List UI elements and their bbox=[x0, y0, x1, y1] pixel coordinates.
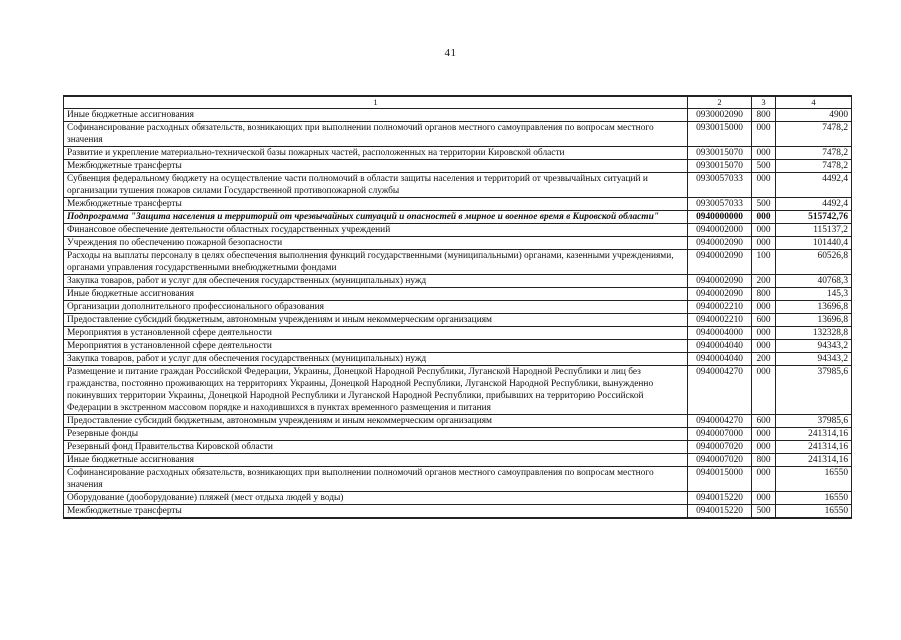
expense-type-cell: 800 bbox=[752, 288, 776, 301]
expense-type-cell: 000 bbox=[752, 441, 776, 454]
amount-cell: 94343,2 bbox=[776, 340, 852, 353]
row-name-cell: Размещение и питание граждан Российской Федерации, Украины, Донецкой Народной Республики, Луганской Народной Республики и лиц без гражданства, постоянно проживающих на территориях Украины, Донецкой Народной Республики, Луганской Народной Республики, вынужденно покинувших территории Украины, Донецкой Народной Республики и Луганской Народной Республики, прибывших на территорию Российской Федерации в экстренном массовом порядке и находившихся в пунктах временного размещения и питания bbox=[64, 366, 688, 415]
expense-type-cell: 200 bbox=[752, 275, 776, 288]
table-row bbox=[64, 301, 852, 314]
target-code-cell: 0940015220 bbox=[688, 492, 752, 505]
target-code-cell: 0940007000 bbox=[688, 428, 752, 441]
row-name-cell: Организации дополнительного профессионального образования bbox=[64, 301, 688, 314]
target-code-cell: 0930002090 bbox=[688, 109, 752, 122]
amount-cell: 145,3 bbox=[776, 288, 852, 301]
target-code-cell: 0930015000 bbox=[688, 122, 752, 147]
expense-type-cell: 000 bbox=[752, 237, 776, 250]
expense-type-cell: 800 bbox=[752, 454, 776, 467]
row-name-cell: Межбюджетные трансферты bbox=[64, 505, 688, 519]
row-name-cell: Межбюджетные трансферты bbox=[64, 160, 688, 173]
target-code-cell: 0940004040 bbox=[688, 353, 752, 366]
expense-type-cell: 500 bbox=[752, 505, 776, 519]
column-header-3: 3 bbox=[752, 96, 776, 109]
expense-type-cell: 000 bbox=[752, 147, 776, 160]
expense-type-cell: 000 bbox=[752, 224, 776, 237]
amount-cell: 515742,76 bbox=[776, 211, 852, 224]
row-name-cell: Иные бюджетные ассигнования bbox=[64, 288, 688, 301]
amount-cell: 40768,3 bbox=[776, 275, 852, 288]
expense-type-cell: 000 bbox=[752, 428, 776, 441]
table-row bbox=[64, 109, 852, 122]
target-code-cell: 0940002210 bbox=[688, 301, 752, 314]
target-code-cell: 0940002090 bbox=[688, 288, 752, 301]
target-code-cell: 0940002090 bbox=[688, 237, 752, 250]
amount-cell: 94343,2 bbox=[776, 353, 852, 366]
amount-cell: 37985,6 bbox=[776, 415, 852, 428]
row-name-cell: Резервные фонды bbox=[64, 428, 688, 441]
amount-cell: 241314,16 bbox=[776, 454, 852, 467]
budget-table bbox=[63, 95, 852, 519]
row-name-cell: Оборудование (дооборудование) пляжей (мест отдыха людей у воды) bbox=[64, 492, 688, 505]
row-name-cell: Финансовое обеспечение деятельности областных государственных учреждений bbox=[64, 224, 688, 237]
target-code-cell: 0930057033 bbox=[688, 198, 752, 211]
expense-type-cell: 000 bbox=[752, 301, 776, 314]
expense-type-cell: 000 bbox=[752, 467, 776, 492]
row-name-cell: Софинансирование расходных обязательств, возникающих при выполнении полномочий органов местного самоуправления по вопросам местного значения bbox=[64, 467, 688, 492]
table-row bbox=[64, 250, 852, 275]
target-code-cell: 0940002090 bbox=[688, 250, 752, 275]
row-name-cell: Софинансирование расходных обязательств, возникающих при выполнении полномочий органов местного самоуправления по вопросам местного значения bbox=[64, 122, 688, 147]
table-row bbox=[64, 275, 852, 288]
expense-type-cell: 000 bbox=[752, 211, 776, 224]
target-code-cell: 0930015070 bbox=[688, 147, 752, 160]
amount-cell: 37985,6 bbox=[776, 366, 852, 415]
row-name-cell: Подпрограмма "Защита населения и территорий от чрезвычайных ситуаций и опасностей в мирное и военное время в Кировской области" bbox=[64, 211, 688, 224]
expense-type-cell: 800 bbox=[752, 109, 776, 122]
target-code-cell: 0940004040 bbox=[688, 340, 752, 353]
target-code-cell: 0940002000 bbox=[688, 224, 752, 237]
table-row bbox=[64, 467, 852, 492]
row-name-cell: Расходы на выплаты персоналу в целях обеспечения выполнения функций государственными (муниципальными) органами, казенными учреждениями, органами управления государственными внебюджетными фондами bbox=[64, 250, 688, 275]
expense-type-cell: 000 bbox=[752, 122, 776, 147]
table-row bbox=[64, 288, 852, 301]
amount-cell: 132328,8 bbox=[776, 327, 852, 340]
row-name-cell: Развитие и укрепление материально-технической базы пожарных частей, расположенных на территории Кировской области bbox=[64, 147, 688, 160]
expense-type-cell: 000 bbox=[752, 173, 776, 198]
expense-type-cell: 500 bbox=[752, 160, 776, 173]
row-name-cell: Мероприятия в установленной сфере деятельности bbox=[64, 327, 688, 340]
table-row bbox=[64, 198, 852, 211]
expense-type-cell: 000 bbox=[752, 340, 776, 353]
expense-type-cell: 000 bbox=[752, 327, 776, 340]
row-name-cell: Иные бюджетные ассигнования bbox=[64, 109, 688, 122]
column-header-1: 1 bbox=[64, 96, 688, 109]
table-row bbox=[64, 353, 852, 366]
amount-cell: 7478,2 bbox=[776, 160, 852, 173]
table-row bbox=[64, 147, 852, 160]
table-row bbox=[64, 441, 852, 454]
target-code-cell: 0940004270 bbox=[688, 366, 752, 415]
table-row bbox=[64, 505, 852, 519]
amount-cell: 16550 bbox=[776, 492, 852, 505]
amount-cell: 13696,8 bbox=[776, 301, 852, 314]
target-code-cell: 0940004000 bbox=[688, 327, 752, 340]
amount-cell: 13696,8 bbox=[776, 314, 852, 327]
expense-type-cell: 500 bbox=[752, 198, 776, 211]
table-row bbox=[64, 314, 852, 327]
column-header-2: 2 bbox=[688, 96, 752, 109]
row-name-cell: Мероприятия в установленной сфере деятельности bbox=[64, 340, 688, 353]
row-name-cell: Предоставление субсидий бюджетным, автономным учреждениям и иным некоммерческим организациям bbox=[64, 314, 688, 327]
expense-type-cell: 000 bbox=[752, 366, 776, 415]
amount-cell: 241314,16 bbox=[776, 441, 852, 454]
table-row bbox=[64, 224, 852, 237]
target-code-cell: 0940007020 bbox=[688, 441, 752, 454]
amount-cell: 7478,2 bbox=[776, 147, 852, 160]
target-code-cell: 0940002090 bbox=[688, 275, 752, 288]
table-row bbox=[64, 340, 852, 353]
amount-cell: 16550 bbox=[776, 505, 852, 519]
table-row bbox=[64, 211, 852, 224]
expense-type-cell: 200 bbox=[752, 353, 776, 366]
target-code-cell: 0930015070 bbox=[688, 160, 752, 173]
row-name-cell: Резервный фонд Правительства Кировской области bbox=[64, 441, 688, 454]
amount-cell: 4900 bbox=[776, 109, 852, 122]
row-name-cell: Закупка товаров, работ и услуг для обеспечения государственных (муниципальных) нужд bbox=[64, 353, 688, 366]
target-code-cell: 0940002210 bbox=[688, 314, 752, 327]
amount-cell: 7478,2 bbox=[776, 122, 852, 147]
table-row bbox=[64, 237, 852, 250]
table-row bbox=[64, 327, 852, 340]
amount-cell: 241314,16 bbox=[776, 428, 852, 441]
table-row bbox=[64, 160, 852, 173]
column-header-4: 4 bbox=[776, 96, 852, 109]
row-name-cell: Предоставление субсидий бюджетным, автономным учреждениям и иным некоммерческим организациям bbox=[64, 415, 688, 428]
expense-type-cell: 100 bbox=[752, 250, 776, 275]
row-name-cell: Субвенция федеральному бюджету на осуществление части полномочий в области защиты населения и территорий от чрезвычайных ситуаций и организации тушения пожаров силами Государственной противопожарной службы bbox=[64, 173, 688, 198]
target-code-cell: 0940000000 bbox=[688, 211, 752, 224]
row-name-cell: Межбюджетные трансферты bbox=[64, 198, 688, 211]
page-number: 41 bbox=[444, 47, 457, 59]
amount-cell: 16550 bbox=[776, 467, 852, 492]
row-name-cell: Иные бюджетные ассигнования bbox=[64, 454, 688, 467]
amount-cell: 4492,4 bbox=[776, 198, 852, 211]
row-name-cell: Учреждения по обеспечению пожарной безопасности bbox=[64, 237, 688, 250]
table-row bbox=[64, 454, 852, 467]
table-header-row bbox=[64, 96, 852, 109]
expense-type-cell: 600 bbox=[752, 415, 776, 428]
table-row bbox=[64, 173, 852, 198]
table-row bbox=[64, 366, 852, 415]
target-code-cell: 0940004270 bbox=[688, 415, 752, 428]
target-code-cell: 0940007020 bbox=[688, 454, 752, 467]
table-row bbox=[64, 122, 852, 147]
target-code-cell: 0940015220 bbox=[688, 505, 752, 519]
table-row bbox=[64, 415, 852, 428]
amount-cell: 4492,4 bbox=[776, 173, 852, 198]
row-name-cell: Закупка товаров, работ и услуг для обеспечения государственных (муниципальных) нужд bbox=[64, 275, 688, 288]
amount-cell: 101440,4 bbox=[776, 237, 852, 250]
table-row bbox=[64, 492, 852, 505]
amount-cell: 60526,8 bbox=[776, 250, 852, 275]
expense-type-cell: 600 bbox=[752, 314, 776, 327]
target-code-cell: 0930057033 bbox=[688, 173, 752, 198]
table-row bbox=[64, 428, 852, 441]
expense-type-cell: 000 bbox=[752, 492, 776, 505]
amount-cell: 115137,2 bbox=[776, 224, 852, 237]
target-code-cell: 0940015000 bbox=[688, 467, 752, 492]
